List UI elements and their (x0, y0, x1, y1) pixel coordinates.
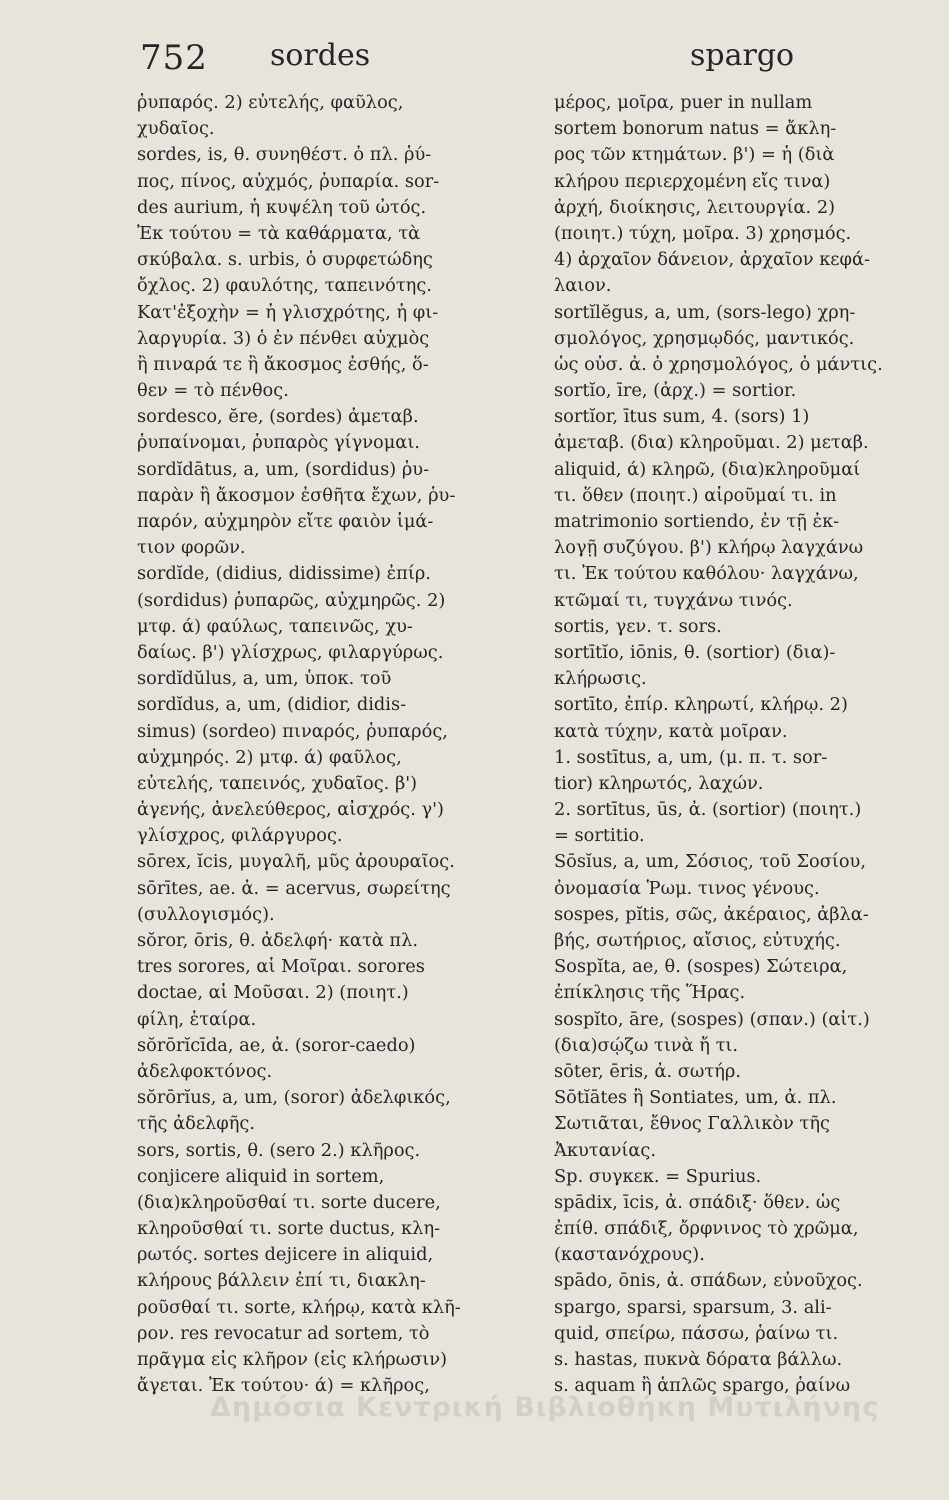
dictionary-line: θεν = τὸ πένθος. (137, 380, 289, 402)
dictionary-line: sordĭdŭlus, a, um, ὑποκ. τοῦ (137, 668, 392, 690)
dictionary-line: δαίως. β') γλίσχρως, φιλαργύρως. (137, 641, 444, 663)
dictionary-line: sors, sortis, θ. (sero 2.) κλῆρος. (137, 1139, 421, 1161)
dictionary-line: εὐτελής, ταπεινός, χυδαῖος. β') (137, 772, 418, 794)
dictionary-line: sortis, γεν. τ. sors. (554, 615, 722, 637)
dictionary-line: ὀνομασία Ῥωμ. τινος γένους. (554, 877, 820, 899)
dictionary-line: sospĭto, āre, (sospes) (σπαν.) (αἰτ.) (554, 1008, 870, 1030)
dictionary-line: sōrītes, ae. ἀ. = acervus, σωρείτης (137, 877, 451, 899)
dictionary-line: λογῇ συζύγου. β') κλήρῳ λαγχάνω (554, 537, 864, 559)
dictionary-line: s. aquam ἢ ἁπλῶς spargo, ῥαίνω (554, 1375, 851, 1397)
dictionary-line: χυδαῖος. (137, 118, 215, 140)
dictionary-line: sortĭlĕgus, a, um, (sors-lego) χρη- (554, 301, 856, 323)
dictionary-line: ῥυπαρός. 2) εὐτελής, φαῦλος, (137, 92, 404, 113)
dictionary-line: sortĭor, ītus sum, 4. (sors) 1) (554, 406, 810, 428)
dictionary-line: ροῦσθαί τι. sorte, κλήρῳ, κατὰ κλῆ- (137, 1296, 461, 1318)
dictionary-line: (δια)κληροῦσθαί τι. sorte ducere, (137, 1191, 441, 1213)
left-column (137, 90, 529, 1399)
dictionary-line: κλήρου περιερχομένη εἴς τινα) (554, 170, 831, 192)
dictionary-line: τιον φορῶν. (137, 537, 246, 559)
dictionary-line: sordĭde, (didius, didissime) ἐπίρ. (137, 563, 431, 585)
page-number: 752 (140, 38, 208, 78)
dictionary-line: des aurium, ἡ κυψέλη τοῦ ὠτός. (137, 196, 427, 218)
dictionary-line: 1. sostītus, a, um, (μ. π. τ. sor- (554, 746, 828, 768)
dictionary-line: κτῶμαί τι, τυγχάνω τινός. (554, 589, 793, 611)
dictionary-line: sortītĭo, iōnis, θ. (sortior) (δια)- (554, 641, 836, 663)
dictionary-line: Ἀκυτανίας. (554, 1139, 657, 1161)
dictionary-line: παρόν, αὐχμηρὸν εἴτε φαιὸν ἱμά- (137, 511, 434, 532)
dictionary-line: matrimonio sortiendo, ἐν τῇ ἐκ- (554, 511, 840, 532)
dictionary-line: Sōtĭātes ἢ Sontiates, um, ἀ. πλ. (554, 1087, 837, 1109)
dictionary-line: (sordidus) ῥυπαρῶς, αὐχμηρῶς. 2) (137, 589, 446, 611)
dictionary-line: ἀρχή, διοίκησις, λειτουργία. 2) (554, 196, 836, 218)
dictionary-line: πρᾶγμα εἰς κλῆρον (εἰς κλήρωσιν) (137, 1349, 448, 1370)
dictionary-line: doctae, αἱ Μοῦσαι. 2) (ποιητ.) (137, 982, 409, 1004)
dictionary-line: λαργυρία. 3) ὁ ἐν πένθει αὐχμὸς (137, 327, 430, 349)
dictionary-line: sŏrōrĭus, a, um, (soror) ἀδελφικός, (137, 1087, 451, 1109)
dictionary-line: ρωτός. sortes dejicere in aliquid, (137, 1244, 434, 1266)
dictionary-line: σμολόγος, χρησμῳδός, μαντικός. (554, 327, 855, 349)
dictionary-line: aliquid, ά) κληρῶ, (δια)κληροῦμαί (554, 458, 861, 480)
dictionary-line: κλήρωσις. (554, 668, 647, 690)
dictionary-line: 2. sortītus, ūs, ἀ. (sortior) (ποιητ.) (554, 799, 862, 821)
dictionary-line: ἀγενής, ἀνελεύθερος, αἰσχρός. γ') (137, 799, 444, 821)
dictionary-line: sortem bonorum natus = ἄκλη- (554, 118, 837, 140)
dictionary-line: tres sorores, αἱ Μοῖραι. sorores (137, 956, 425, 978)
dictionary-line: sordĭdus, a, um, (didior, didis- (137, 694, 407, 716)
guide-word-left: sordes (270, 38, 371, 73)
dictionary-line: Ἐκ τούτου = τὰ καθάρματα, τὰ (137, 222, 421, 244)
dictionary-line: sordĭdātus, a, um, (sordidus) ῥυ- (137, 458, 430, 480)
dictionary-line: πος, πίνος, αὐχμός, ῥυπαρία. sor- (137, 170, 440, 192)
dictionary-line: (δια)σῴζω τινὰ ἤ τι. (554, 1034, 739, 1056)
right-column (554, 90, 946, 1399)
dictionary-line: βής, σωτήριος, αἴσιος, εὐτυχής. (554, 930, 841, 951)
dictionary-line: spādo, ōnis, ἀ. σπάδων, εὐνοῦχος. (554, 1270, 863, 1292)
dictionary-line: sordes, is, θ. συνηθέστ. ὁ πλ. ῥύ- (137, 144, 432, 166)
dictionary-line: ἀμεταβ. (δια) κληροῦμαι. 2) μεταβ. (554, 432, 869, 454)
dictionary-line: φίλη, ἑταίρα. (137, 1008, 257, 1030)
dictionary-line: Sospĭta, ae, θ. (sospes) Σώτειρα, (554, 956, 848, 978)
library-watermark: Δημόσια Κεντρική Βιβλιοθήκη Μυτιλήνης (210, 1392, 880, 1423)
dictionary-line: sōrex, ĭcis, μυγαλῆ, μῦς ἀρουραῖος. (137, 851, 455, 873)
dictionary-line: tior) κληρωτός, λαχών. (554, 772, 764, 794)
dictionary-line: simus) (sordeo) πιναρός, ῥυπαρός, (137, 720, 448, 742)
dictionary-line: Sōsĭus, a, um, Σόσιος, τοῦ Σοσίου, (554, 851, 867, 873)
dictionary-line: γλίσχρος, φιλάργυρος. (137, 825, 343, 847)
dictionary-line: sōter, ēris, ἀ. σωτήρ. (554, 1060, 742, 1082)
dictionary-line: αὐχμηρός. 2) μτφ. ά) φαῦλος, (137, 746, 402, 768)
dictionary-line: conjicere aliquid in sortem, (137, 1165, 385, 1187)
dictionary-line: κατὰ τύχην, κατὰ μοῖραν. (554, 720, 788, 742)
dictionary-line: ὡς οὐσ. ἀ. ὁ χρησμολόγος, ὁ μάντις. (554, 353, 883, 375)
dictionary-line: spargo, sparsi, sparsum, 3. ali- (554, 1296, 832, 1318)
dictionary-line: Κατ'ἐξοχὴν = ἡ γλισχρότης, ἡ φι- (137, 301, 439, 323)
dictionary-line: ἐπίθ. σπάδιξ, ὄρφνινος τὸ χρῶμα, (554, 1218, 859, 1240)
dictionary-line: (καστανόχρους). (554, 1244, 705, 1266)
dictionary-line: quid, σπείρω, πάσσω, ῥαίνω τι. (554, 1322, 839, 1344)
dictionary-line: μτφ. ά) φαύλως, ταπεινῶς, χυ- (137, 615, 413, 637)
dictionary-line: = sortitio. (554, 825, 645, 847)
dictionary-line: s. hastas, πυκνὰ δόρατα βάλλω. (554, 1349, 843, 1370)
dictionary-line: spādix, īcis, ἀ. σπάδιξ· ὅθεν. ὡς (554, 1191, 841, 1213)
dictionary-line: ρος τῶν κτημάτων. β') = ἡ (διὰ (554, 144, 835, 166)
dictionary-line: τι. Ἐκ τούτου καθόλου· λαγχάνω, (554, 563, 859, 585)
dictionary-line: ἀδελφοκτόνος. (137, 1060, 273, 1082)
guide-word-right: spargo (690, 38, 795, 73)
dictionary-line: sortīto, ἐπίρ. κληρωτί, κλήρῳ. 2) (554, 694, 848, 716)
dictionary-line: ἄγεται. Ἐκ τούτου· ά) = κλῆρος, (137, 1375, 430, 1397)
dictionary-line: ρον. res revocatur ad sortem, τὸ (137, 1322, 430, 1344)
dictionary-line: Sp. συγκεκ. = Spurius. (554, 1165, 762, 1187)
dictionary-line: παρὰν ἢ ἄκοσμον ἐσθῆτα ἔχων, ῥυ- (137, 484, 456, 506)
dictionary-line: λαιον. (554, 275, 612, 297)
dictionary-line: sordesco, ĕre, (sordes) ἀμεταβ. (137, 406, 419, 428)
dictionary-line: κλήρους βάλλειν ἐπί τι, διακλη- (137, 1270, 426, 1292)
dictionary-line: 4) ἀρχαῖον δάνειον, ἀρχαῖον κεφά- (554, 249, 870, 271)
dictionary-line: sospes, pĭtis, σῶς, ἀκέραιος, ἀβλα- (554, 903, 869, 925)
dictionary-line: (συλλογισμός). (137, 903, 275, 925)
dictionary-line: μέρος, μοῖρα, puer in nullam (554, 92, 813, 113)
dictionary-line: κληροῦσθαί τι. sorte ductus, κλη- (137, 1218, 441, 1240)
dictionary-line: sŏror, ōris, θ. ἀδελφή· κατὰ πλ. (137, 930, 419, 951)
dictionary-line: τι. ὅθεν (ποιητ.) αἱροῦμαί τι. in (554, 484, 837, 506)
dictionary-line: sŏrōrĭcīda, ae, ἀ. (soror-caedo) (137, 1034, 416, 1056)
dictionary-line: σκύβαλα. s. urbis, ὁ συρφετώδης (137, 249, 433, 271)
page-header (0, 30, 949, 90)
dictionary-line: ῥυπαίνομαι, ῥυπαρὸς γίγνομαι. (137, 432, 420, 454)
dictionary-line: ἐπίκλησις τῆς Ἥρας. (554, 982, 746, 1004)
dictionary-line: Σωτιᾶται, ἔθνος Γαλλικὸν τῆς (554, 1113, 830, 1135)
dictionary-line: ἢ πιναρά τε ἢ ἄκοσμος ἐσθής, ὅ- (137, 353, 429, 375)
dictionary-line: ὄχλος. 2) φαυλότης, ταπεινότης. (137, 275, 432, 297)
dictionary-line: τῆς ἀδελφῆς. (137, 1113, 256, 1135)
dictionary-line: sortĭo, īre, (ἀρχ.) = sortior. (554, 380, 797, 402)
dictionary-line: (ποιητ.) τύχη, μοῖρα. 3) χρησμός. (554, 222, 852, 244)
